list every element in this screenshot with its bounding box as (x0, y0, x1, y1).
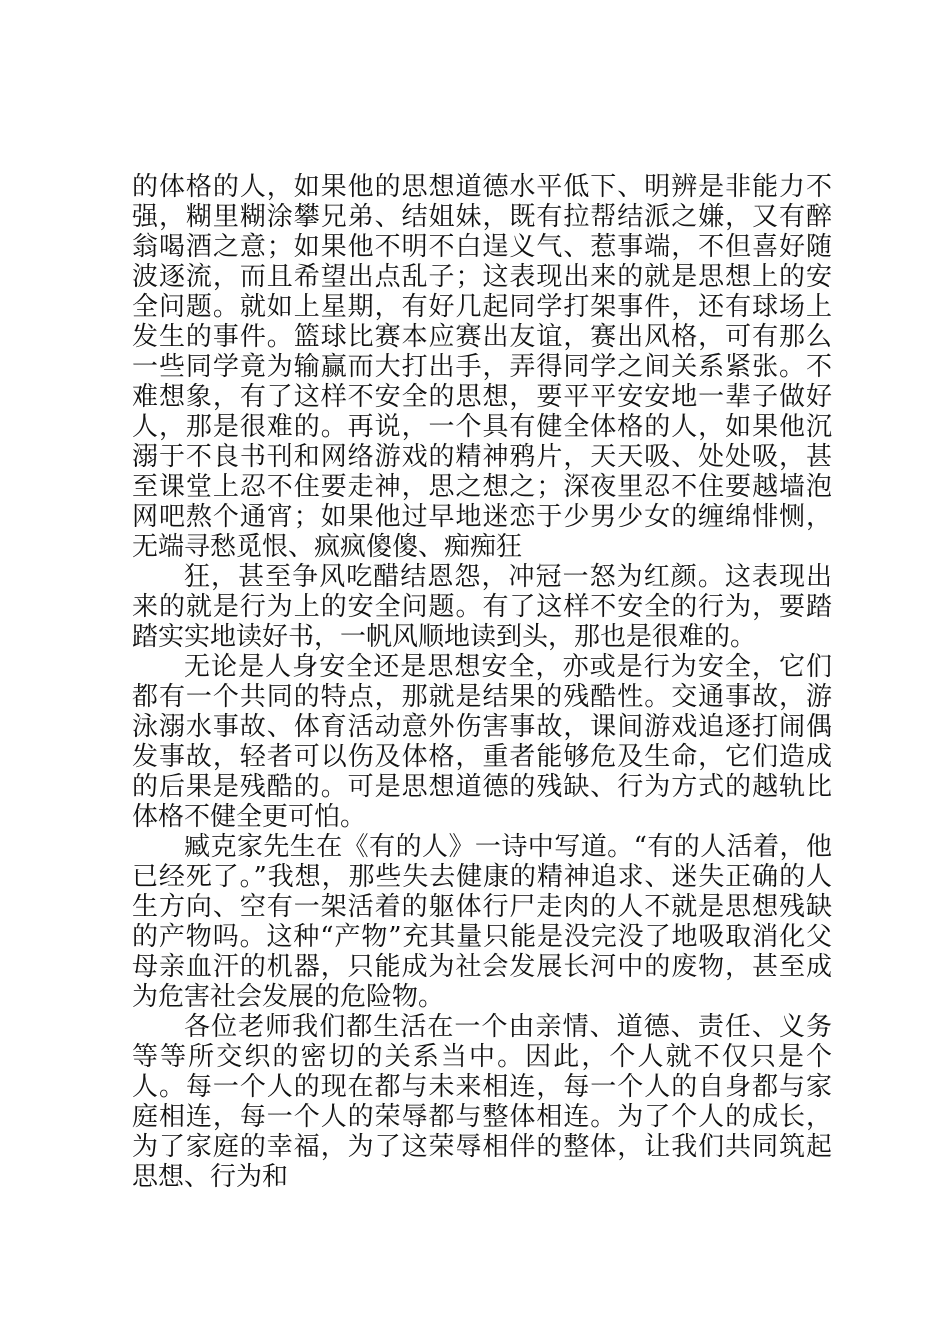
paragraph-2: 狂，甚至争风吃醋结恩怨，冲冠一怒为红颜。这表现出来的就是行为上的安全问题。有了这样不安全的行为，要踏踏实实地读好书，一帆风顺地读到头，那也是很难的。 (132, 562, 832, 652)
document-page (132, 172, 832, 1192)
paragraph-1: 的体格的人，如果他的思想道德水平低下、明辨是非能力不强，糊里糊涂攀兄弟、结姐妹，既有拉帮结派之嫌，又有醉翁喝酒之意；如果他不明不白逞义气、惹事端，不但喜好随波逐流，而且希望出点乱子；这表现出来的就是思想上的安全问题。就如上星期，有好几起同学打架事件，还有球场上发生的事件。篮球比赛本应赛出友谊，赛出风格，可有那么一些同学竟为输赢而大打出手，弄得同学之间关系紧张。不难想象，有了这样不安全的思想，要平平安安地一辈子做好人，那是很难的。再说，一个具有健全体格的人，如果他沉溺于不良书刊和网络游戏的精神鸦片，天天吸、处处吸，甚至课堂上忍不住要走神，思之想之；深夜里忍不住要越墙泡网吧熬个通宵；如果他过早地迷恋于少男少女的缠绵悱恻，无端寻愁觅恨、疯疯傻傻、痴痴狂 (132, 172, 832, 562)
paragraph-4: 臧克家先生在《有的人》一诗中写道。“有的人活着，他已经死了。”我想，那些失去健康的精神追求、迷失正确的人生方向、空有一架活着的躯体行尸走肉的人不就是思想残缺的产物吗。这种“产物”充其量只能是没完没了地吸取消化父母亲血汗的机器，只能成为社会发展长河中的废物，甚至成为危害社会发展的危险物。 (132, 832, 832, 1012)
paragraph-5: 各位老师我们都生活在一个由亲情、道德、责任、义务等等所交织的密切的关系当中。因此，个人就不仅只是个人。每一个人的现在都与未来相连，每一个人的自身都与家庭相连，每一个人的荣辱都与整体相连。为了个人的成长，为了家庭的幸福，为了这荣辱相伴的整体，让我们共同筑起思想、行为和 (132, 1012, 832, 1192)
paragraph-3: 无论是人身安全还是思想安全，亦或是行为安全，它们都有一个共同的特点，那就是结果的残酷性。交通事故，游泳溺水事故、体育活动意外伤害事故，课间游戏追逐打闹偶发事故，轻者可以伤及体格，重者能够危及生命，它们造成的后果是残酷的。可是思想道德的残缺、行为方式的越轨比体格不健全更可怕。 (132, 652, 832, 832)
